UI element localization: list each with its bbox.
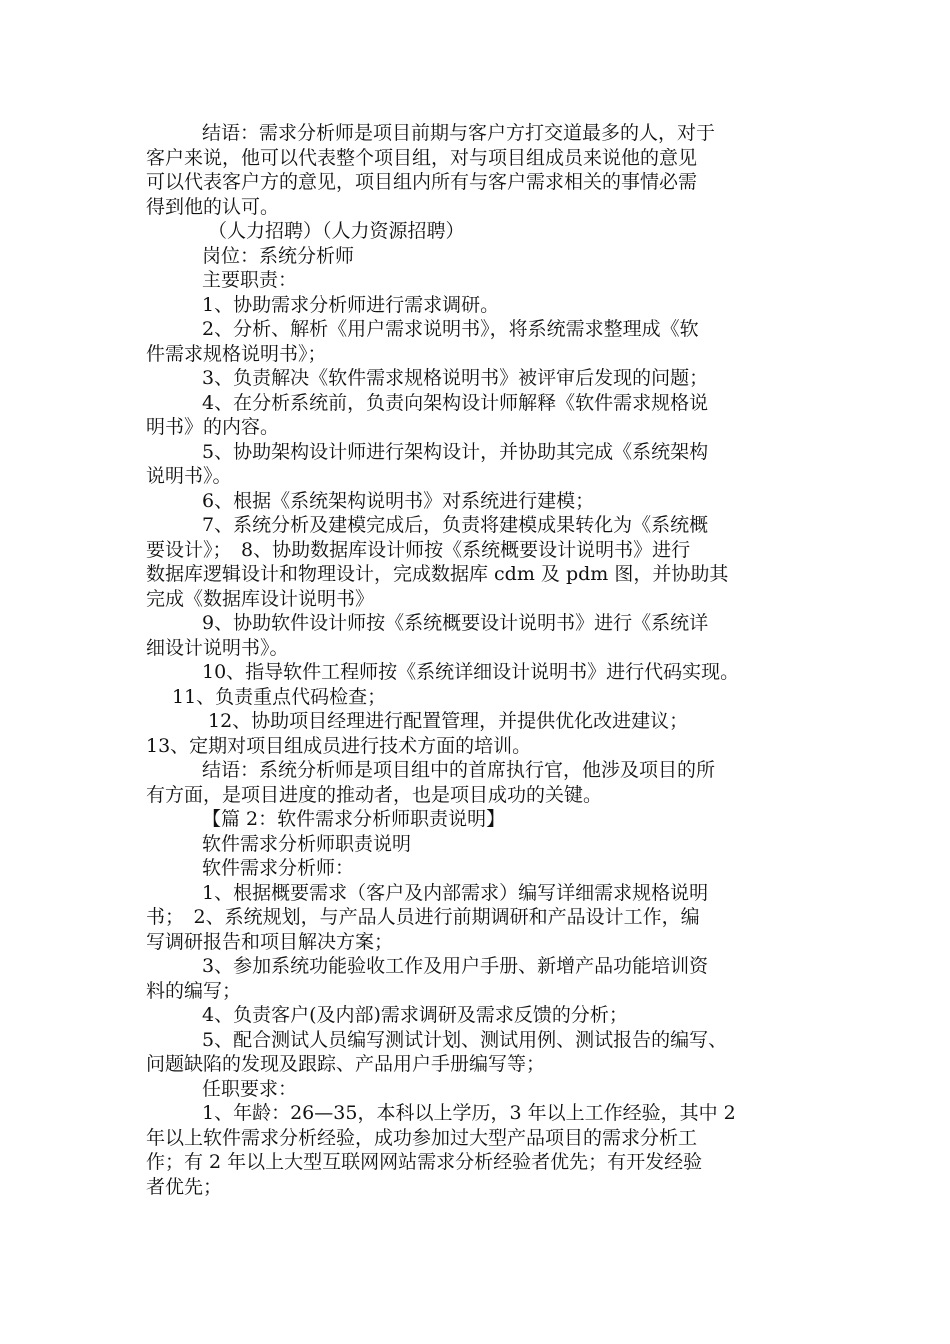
text-line: 可以代表客户方的意见，项目组内所有与客户需求相关的事情必需	[146, 171, 698, 193]
text-line: 12、协助项目经理进行配置管理，并提供优化改进建议；	[208, 710, 689, 732]
text-line: 【篇 2：软件需求分析师职责说明】	[202, 808, 506, 830]
text-line: 问题缺陷的发现及跟踪、产品用户手册编写等；	[146, 1053, 546, 1075]
text-line: 4、负责客户(及内部)需求调研及需求反馈的分析；	[202, 1004, 628, 1026]
text-line: 软件需求分析师职责说明	[202, 832, 412, 855]
document-page	[146, 121, 810, 1199]
text-line: 书； 2、系统规划，与产品人员进行前期调研和产品设计工作，编	[146, 906, 700, 928]
text-line: 任职要求：	[202, 1077, 298, 1100]
text-line: 客户来说，他可以代表整个项目组，对与项目组成员来说他的意见	[146, 146, 698, 169]
text-line: 9、协助软件设计师按《系统概要设计说明书》进行《系统详	[202, 612, 709, 634]
text-line: 说明书》。	[146, 465, 232, 487]
text-line: 得到他的认可。	[146, 195, 280, 218]
text-line: （人力招聘）（人力资源招聘）	[208, 220, 465, 242]
text-line: 6、根据《系统架构说明书》对系统进行建模；	[202, 489, 595, 512]
text-line: 结语：系统分析师是项目组中的首席执行官，他涉及项目的所	[202, 759, 716, 781]
text-line: 1、年龄：26—35，本科以上学历，3 年以上工作经验，其中 2	[202, 1102, 736, 1124]
text-line: 1、协助需求分析师进行需求调研。	[202, 293, 500, 316]
text-line: 5、协助架构设计师进行架构设计，并协助其完成《系统架构	[202, 440, 709, 463]
text-line: 5、配合测试人员编写测试计划、测试用例、测试报告的编写、	[202, 1028, 728, 1051]
text-line: 明书》的内容。	[146, 416, 280, 438]
text-line: 者优先；	[146, 1175, 223, 1198]
text-line: 要设计》； 8、协助数据库设计师按《系统概要设计说明书》进行	[146, 538, 691, 561]
text-line: 3、参加系统功能验收工作及用户手册、新增产品功能培训资	[202, 955, 709, 977]
text-line: 细设计说明书》。	[146, 636, 289, 659]
text-line: 数据库逻辑设计和物理设计，完成数据库 cdm 及 pdm 图，并协助其	[146, 563, 729, 585]
text-line: 3、负责解决《软件需求规格说明书》被评审后发现的问题；	[202, 367, 709, 389]
text-line: 1、根据概要需求（客户及内部需求）编写详细需求规格说明	[202, 881, 709, 904]
text-line: 软件需求分析师：	[202, 857, 355, 879]
text-line: 完成《数据库设计说明书》	[146, 587, 375, 610]
text-line: 写调研报告和项目解决方案；	[146, 930, 394, 953]
text-line: 件需求规格说明书》；	[146, 342, 327, 365]
text-line: 10、指导软件工程师按《系统详细设计说明书》进行代码实现。	[202, 661, 740, 683]
text-line: 有方面，是项目进度的推动者，也是项目成功的关键。	[146, 783, 603, 806]
text-line: 2、分析、解析《用户需求说明书》，将系统需求整理成《软	[202, 318, 699, 340]
text-line: 岗位：系统分析师	[202, 244, 355, 267]
text-line: 作；有 2 年以上大型互联网网站需求分析经验者优先；有开发经验	[146, 1151, 703, 1173]
text-line: 料的编写；	[146, 979, 242, 1002]
text-line: 4、在分析系统前，负责向架构设计师解释《软件需求规格说	[202, 391, 709, 414]
text-line: 13、定期对项目组成员进行技术方面的培训。	[146, 734, 532, 757]
text-line: 7、系统分析及建模完成后，负责将建模成果转化为《系统概	[202, 514, 709, 536]
text-line: 主要职责：	[202, 269, 298, 291]
text-line: 结语：需求分析师是项目前期与客户方打交道最多的人，对于	[202, 122, 716, 144]
text-line: 11、负责重点代码检查；	[172, 685, 387, 708]
text-line: 年以上软件需求分析经验，成功参加过大型产品项目的需求分析工	[146, 1126, 698, 1149]
